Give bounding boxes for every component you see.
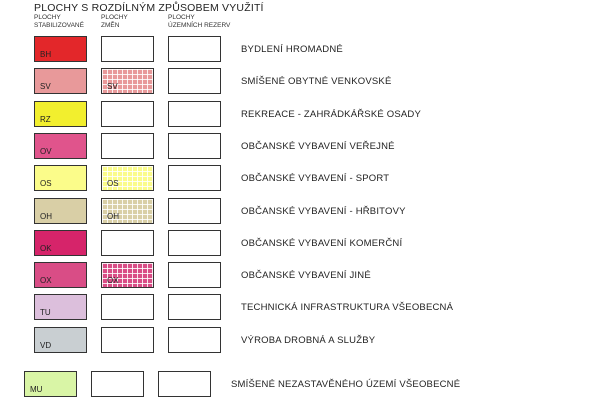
swatch-code: OS	[40, 179, 52, 188]
swatch-reserves	[168, 198, 221, 224]
legend-row-mu	[0, 371, 600, 399]
legend-row	[0, 294, 600, 322]
swatch-stabilized	[34, 198, 87, 224]
swatch-stabilized	[34, 133, 87, 159]
swatch-reserves	[168, 133, 221, 159]
swatch-changes	[101, 198, 154, 224]
swatch-reserves	[168, 262, 221, 288]
column-header-changes	[101, 14, 128, 29]
swatch-changes	[101, 133, 154, 159]
legend-title: PLOCHY S ROZDÍLNÝM ZPŮSOBEM VYUŽITÍ	[34, 2, 264, 14]
legend-row	[0, 101, 600, 129]
swatch-reserves	[168, 36, 221, 62]
column-header-changes-line1: PLOCHY	[101, 14, 128, 21]
swatch-code: OH	[107, 212, 119, 221]
column-header-stabilized-line1: PLOCHY	[34, 14, 61, 21]
legend-label-mu: SMÍŠENÉ NEZASTAVĚNÉHO ÚZEMÍ VŠEOBECNÉ	[231, 379, 461, 390]
swatch-stabilized	[34, 327, 87, 353]
legend-row	[0, 198, 600, 226]
column-header-stabilized-line2: STABILIZOVANÉ	[34, 21, 84, 29]
legend-label: OBČANSKÉ VYBAVENÍ KOMERČNÍ	[241, 238, 403, 249]
swatch-stabilized	[34, 68, 87, 94]
swatch-changes	[101, 230, 154, 256]
swatch-reserves	[168, 327, 221, 353]
swatch-code: SV	[107, 82, 118, 91]
swatch-code-mu: MU	[30, 385, 43, 394]
swatch-changes	[101, 294, 154, 320]
swatch-changes	[101, 36, 154, 62]
swatch-code: RZ	[40, 115, 51, 124]
swatch-stabilized-mu	[24, 371, 77, 397]
swatch-reserves	[168, 294, 221, 320]
legend-row	[0, 262, 600, 290]
swatch-changes	[101, 262, 154, 288]
column-header-reserves	[168, 14, 230, 29]
swatch-stabilized	[34, 294, 87, 320]
swatch-changes	[101, 165, 154, 191]
column-header-reserves-line2: ÚZEMNÍCH REZERV	[168, 21, 231, 29]
swatch-code: OX	[40, 276, 52, 285]
column-header-stabilized	[34, 14, 84, 29]
swatch-stabilized	[34, 165, 87, 191]
legend-label: OBČANSKÉ VYBAVENÍ - SPORT	[241, 173, 390, 184]
swatch-code: BH	[40, 50, 52, 59]
legend-label: REKREACE - ZAHRÁDKÁŘSKÉ OSADY	[241, 109, 422, 120]
swatch-code: OS	[107, 179, 119, 188]
legend-row	[0, 68, 600, 96]
swatch-code: OH	[40, 212, 52, 221]
swatch-reserves-mu	[158, 371, 211, 397]
swatch-changes	[101, 68, 154, 94]
legend-label: OBČANSKÉ VYBAVENÍ - HŘBITOVY	[241, 206, 406, 217]
swatch-code: SV	[40, 82, 51, 91]
swatch-reserves	[168, 230, 221, 256]
column-header-changes-line2: ZMĚN	[101, 21, 120, 29]
legend-label: BYDLENÍ HROMADNÉ	[241, 44, 343, 55]
legend-row	[0, 327, 600, 355]
legend-row	[0, 230, 600, 258]
swatch-stabilized	[34, 36, 87, 62]
swatch-code: VD	[40, 341, 52, 350]
legend-label: SMÍŠENÉ OBYTNÉ VENKOVSKÉ	[241, 76, 392, 87]
legend-label: OBČANSKÉ VYBAVENÍ JINÉ	[241, 270, 371, 281]
swatch-changes	[101, 327, 154, 353]
legend-label: OBČANSKÉ VYBAVENÍ VEŘEJNÉ	[241, 141, 395, 152]
swatch-stabilized	[34, 101, 87, 127]
swatch-code: OK	[40, 244, 52, 253]
swatch-reserves	[168, 165, 221, 191]
swatch-changes-mu	[91, 371, 144, 397]
legend-row	[0, 133, 600, 161]
legend-row	[0, 36, 600, 64]
legend-label: VÝROBA DROBNÁ A SLUŽBY	[241, 335, 376, 346]
legend-row	[0, 165, 600, 193]
swatch-code: OX	[107, 276, 119, 285]
swatch-changes	[101, 101, 154, 127]
swatch-stabilized	[34, 230, 87, 256]
legend-label: TECHNICKÁ INFRASTRUKTURA VŠEOBECNÁ	[241, 302, 454, 313]
swatch-reserves	[168, 101, 221, 127]
swatch-code: TU	[40, 308, 51, 317]
swatch-reserves	[168, 68, 221, 94]
column-header-reserves-line1: PLOCHY	[168, 14, 195, 21]
swatch-code: OV	[40, 147, 52, 156]
swatch-stabilized	[34, 262, 87, 288]
